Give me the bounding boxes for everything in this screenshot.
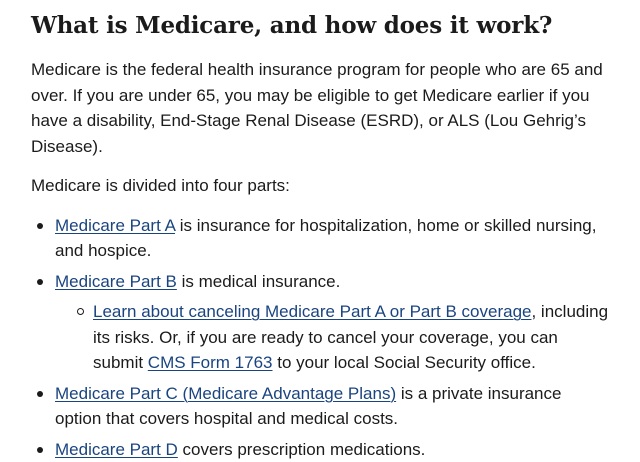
medicare-part-c-link[interactable]: Medicare Part C (Medicare Advantage Plans) — [55, 384, 396, 403]
medicare-part-b-link[interactable]: Medicare Part B — [55, 272, 177, 291]
part-b-description: is medical insurance. — [177, 272, 340, 291]
part-a-description: is insurance for hospitalization, home or skilled nursing, and hospice. — [55, 216, 596, 261]
cancel-coverage-text: , including its risks. Or, if you are ready to cancel your coverage, you can submit — [93, 302, 608, 372]
medicare-parts-list — [31, 213, 612, 462]
list-item-part-a — [31, 213, 612, 264]
medicare-part-a-link[interactable]: Medicare Part A — [55, 216, 175, 235]
list-item-part-c — [31, 381, 612, 432]
cancel-coverage-link[interactable]: Learn about canceling Medicare Part A or Part B coverage — [93, 302, 531, 321]
list-item-part-d — [31, 437, 612, 462]
intro-paragraph: Medicare is the federal health insurance program for people who are 65 and over. If you are under 65, you may be eligible to get Medicare earlier if you have a disability, End-Stage Renal Disease (ESRD), or ALS (Lou Gehrig’s Disease). — [31, 57, 612, 159]
medicare-part-d-link[interactable]: Medicare Part D — [55, 440, 178, 459]
list-item-cancel-coverage — [55, 299, 612, 376]
cms-form-1763-link[interactable]: CMS Form 1763 — [148, 353, 273, 372]
part-b-sublist — [55, 299, 612, 376]
part-d-description: covers prescription medications. — [178, 440, 426, 459]
part-c-description: is a private insurance option that covers hospital and medical costs. — [55, 384, 561, 429]
list-item-part-b — [31, 269, 612, 376]
cms-form-text: to your local Social Security office. — [273, 353, 536, 372]
page-title: What is Medicare, and how does it work? — [31, 11, 612, 41]
parts-intro: Medicare is divided into four parts: — [31, 173, 612, 199]
